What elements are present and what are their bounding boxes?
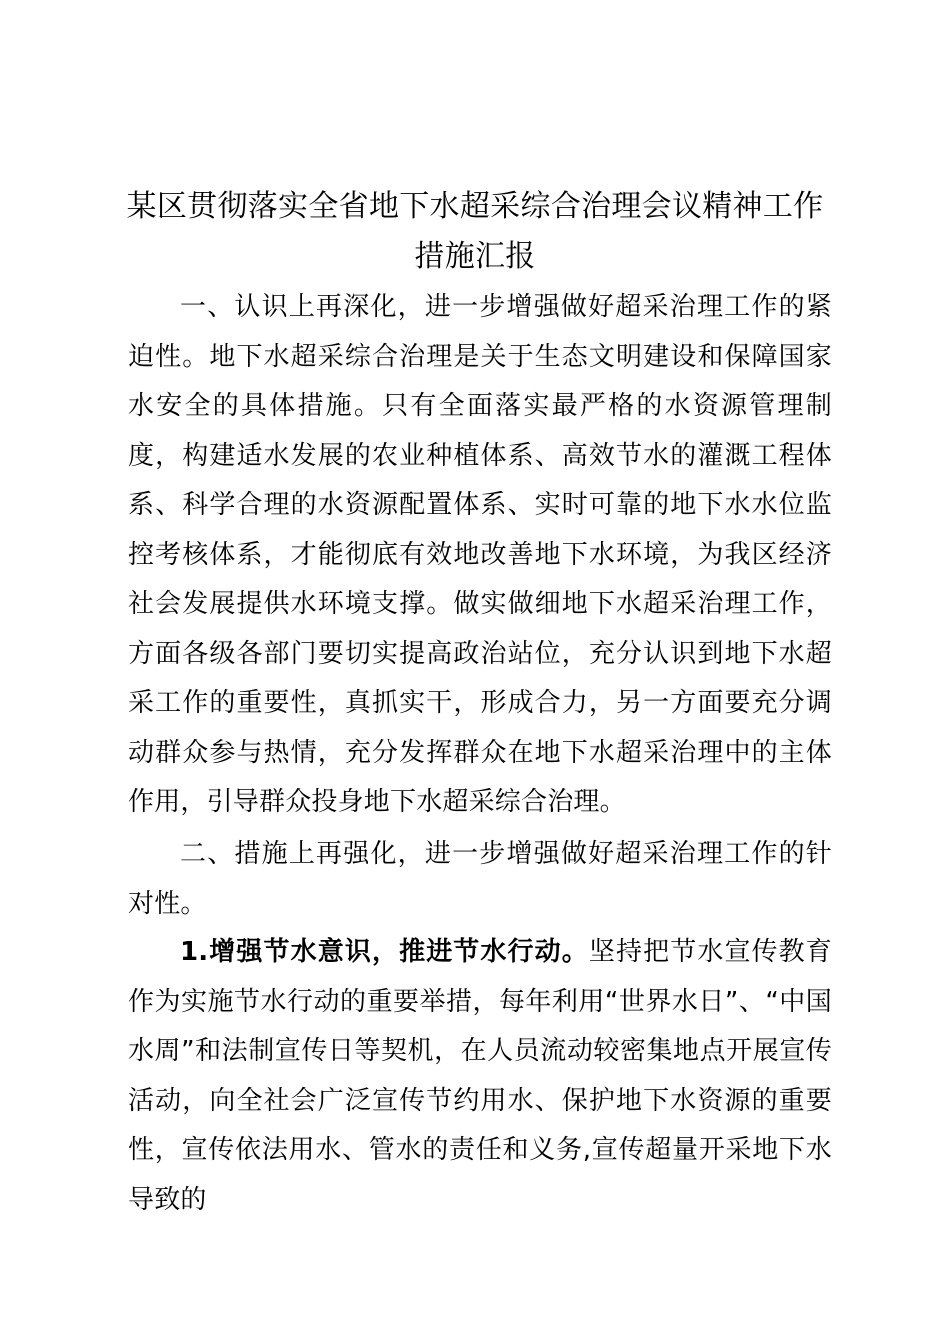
paragraph-text: 一、认识上再深化，进一步增强做好超采治理工作的紧迫性。地下水超采综合治理是关于生态文明建设和保障国家水安全的具体措施。只有全面落实最严格的水资源管理制度，构建适水发展的农业种植体系、高效节水的灌溉工程体系、科学合理的水资源配置体系、实时可靠的地下水水位监控考核体系，才能彻底有效地改善地下水环境，为我区经济社会发展提供水环境支撑。做实做细地下水超采治理工作，方面各级各部门要切实提高政治站位，充分认识到地下水超采工作的重要性，真抓实干，形成合力，另一方面要充分调动群众参与热情，充分发挥群众在地下水超采治理中的主体作用，引导群众投身地下水超采综合治理。: [128, 292, 832, 817]
paragraph-bold-lead: 1.增强节水意识，推进节水行动。: [180, 937, 589, 967]
document-title: 某区贯彻落实全省地下水超采综合治理会议精神工作措施汇报: [126, 189, 824, 274]
paragraph-section-two: [128, 830, 832, 929]
paragraph-section-one: [128, 283, 832, 828]
paragraph-text: 坚持把节水宣传教育作为实施节水行动的重要举措，每年利用“世界水日”、“中国水周”和法制宣传日等契机，在人员流动较密集地点开展宣传活动，向全社会广泛宣传节约用水、保护地下水资源的重要性，宣传依法用水、管水的责任和义务,宣传超量开采地下水导致的: [128, 937, 832, 1215]
paragraph-text: 二、措施上再强化，进一步增强做好超采治理工作的针对性。: [128, 839, 832, 919]
paragraph-item-one: [128, 928, 832, 1225]
